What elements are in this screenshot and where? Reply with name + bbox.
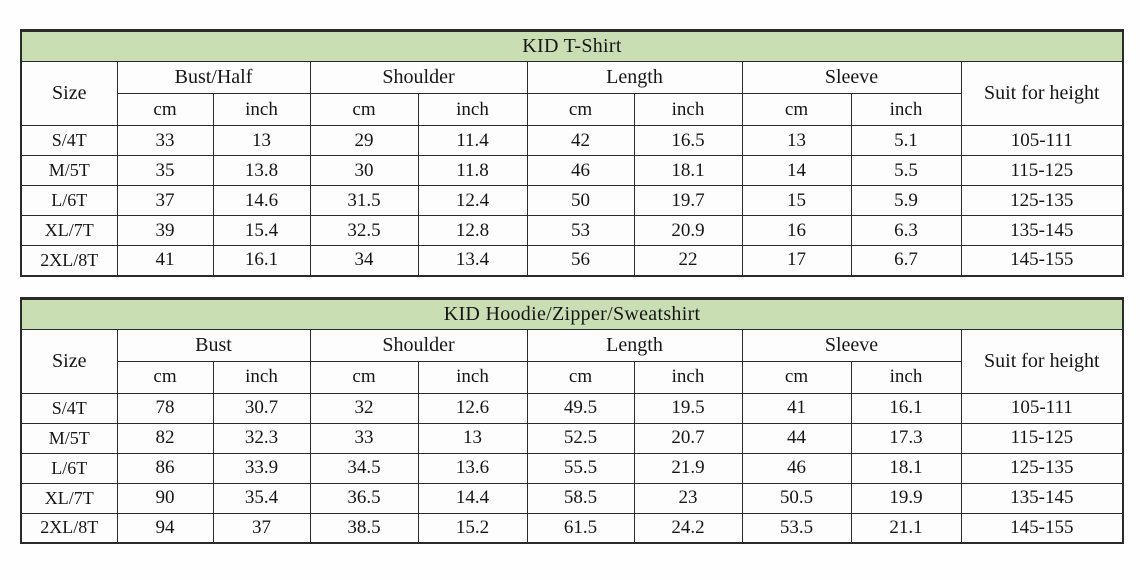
column-group-length: Length [527, 329, 742, 361]
size-cell: 2XL/8T [21, 246, 117, 276]
measurement-cell: 82 [117, 423, 213, 453]
column-group-length: Length [527, 62, 742, 94]
measurement-cell: 15 [742, 186, 851, 216]
column-group-bust: Bust/Half [117, 62, 310, 94]
measurement-cell: 55.5 [527, 453, 634, 483]
tshirt-table-body [21, 126, 1123, 276]
size-cell: S/4T [21, 393, 117, 423]
unit-header-inch: inch [418, 361, 527, 393]
table-row [21, 246, 1123, 276]
measurement-cell: 34 [310, 246, 418, 276]
column-group-shoulder: Shoulder [310, 329, 527, 361]
table-row [21, 156, 1123, 186]
measurement-cell: 42 [527, 126, 634, 156]
measurement-cell: 6.3 [851, 216, 961, 246]
measurement-cell: 21.9 [634, 453, 742, 483]
column-group-row [21, 62, 1123, 94]
table-row [21, 216, 1123, 246]
measurement-cell: 13.4 [418, 246, 527, 276]
measurement-cell: 20.9 [634, 216, 742, 246]
measurement-cell: 5.5 [851, 156, 961, 186]
size-cell: S/4T [21, 126, 117, 156]
size-cell: L/6T [21, 186, 117, 216]
measurement-cell: 56 [527, 246, 634, 276]
measurement-cell: 50 [527, 186, 634, 216]
column-header-size: Size [21, 62, 117, 126]
table-row [21, 423, 1123, 453]
measurement-cell: 37 [117, 186, 213, 216]
measurement-cell: 94 [117, 513, 213, 543]
measurement-cell: 29 [310, 126, 418, 156]
measurement-cell: 13.6 [418, 453, 527, 483]
unit-header-inch: inch [634, 94, 742, 126]
measurement-cell: 18.1 [851, 453, 961, 483]
measurement-cell: 46 [527, 156, 634, 186]
unit-header-inch: inch [213, 94, 310, 126]
column-header-size: Size [21, 329, 117, 393]
unit-header-cm: cm [117, 361, 213, 393]
unit-header-inch: inch [418, 94, 527, 126]
measurement-cell: 30.7 [213, 393, 310, 423]
measurement-cell: 39 [117, 216, 213, 246]
measurement-cell: 53.5 [742, 513, 851, 543]
measurement-cell: 19.5 [634, 393, 742, 423]
measurement-cell: 14.4 [418, 483, 527, 513]
measurement-cell: 17.3 [851, 423, 961, 453]
suit-height-cell: 145-155 [961, 513, 1123, 543]
measurement-cell: 11.8 [418, 156, 527, 186]
measurement-cell: 16 [742, 216, 851, 246]
measurement-cell: 12.8 [418, 216, 527, 246]
measurement-cell: 19.7 [634, 186, 742, 216]
table-row [21, 126, 1123, 156]
size-cell: M/5T [21, 423, 117, 453]
column-group-sleeve: Sleeve [742, 62, 961, 94]
measurement-cell: 32.5 [310, 216, 418, 246]
column-group-row [21, 329, 1123, 361]
measurement-cell: 37 [213, 513, 310, 543]
unit-header-cm: cm [527, 361, 634, 393]
suit-height-cell: 125-135 [961, 453, 1123, 483]
suit-height-cell: 145-155 [961, 246, 1123, 276]
measurement-cell: 30 [310, 156, 418, 186]
measurement-cell: 13 [213, 126, 310, 156]
measurement-cell: 16.1 [851, 393, 961, 423]
table-title-row [21, 31, 1123, 62]
measurement-cell: 38.5 [310, 513, 418, 543]
table-title: KID T-Shirt [21, 31, 1123, 62]
size-cell: XL/7T [21, 483, 117, 513]
measurement-cell: 46 [742, 453, 851, 483]
suit-height-cell: 115-125 [961, 423, 1123, 453]
measurement-cell: 33 [310, 423, 418, 453]
measurement-cell: 14 [742, 156, 851, 186]
unit-header-cm: cm [527, 94, 634, 126]
measurement-cell: 21.1 [851, 513, 961, 543]
measurement-cell: 35.4 [213, 483, 310, 513]
table-row [21, 483, 1123, 513]
column-header-suit-for-height: Suit for height [961, 62, 1123, 126]
measurement-cell: 36.5 [310, 483, 418, 513]
measurement-cell: 14.6 [213, 186, 310, 216]
unit-header-cm: cm [310, 94, 418, 126]
unit-header-inch: inch [634, 361, 742, 393]
suit-height-cell: 115-125 [961, 156, 1123, 186]
measurement-cell: 32.3 [213, 423, 310, 453]
measurement-cell: 11.4 [418, 126, 527, 156]
unit-header-inch: inch [851, 94, 961, 126]
measurement-cell: 90 [117, 483, 213, 513]
table-row [21, 453, 1123, 483]
size-cell: XL/7T [21, 216, 117, 246]
measurement-cell: 23 [634, 483, 742, 513]
measurement-cell: 33 [117, 126, 213, 156]
measurement-cell: 86 [117, 453, 213, 483]
measurement-cell: 32 [310, 393, 418, 423]
kid-tshirt-size-table [20, 29, 1124, 277]
unit-header-row [21, 361, 1123, 393]
measurement-cell: 12.6 [418, 393, 527, 423]
measurement-cell: 41 [742, 393, 851, 423]
measurement-cell: 18.1 [634, 156, 742, 186]
suit-height-cell: 125-135 [961, 186, 1123, 216]
measurement-cell: 41 [117, 246, 213, 276]
measurement-cell: 12.4 [418, 186, 527, 216]
unit-header-cm: cm [310, 361, 418, 393]
suit-height-cell: 105-111 [961, 126, 1123, 156]
table-row [21, 393, 1123, 423]
column-header-suit-for-height: Suit for height [961, 329, 1123, 393]
column-group-sleeve: Sleeve [742, 329, 961, 361]
suit-height-cell: 105-111 [961, 393, 1123, 423]
table-row [21, 513, 1123, 543]
suit-height-cell: 135-145 [961, 483, 1123, 513]
measurement-cell: 5.9 [851, 186, 961, 216]
column-group-shoulder: Shoulder [310, 62, 527, 94]
size-cell: M/5T [21, 156, 117, 186]
table-title: KID Hoodie/Zipper/Sweatshirt [21, 298, 1123, 329]
measurement-cell: 50.5 [742, 483, 851, 513]
suit-height-cell: 135-145 [961, 216, 1123, 246]
measurement-cell: 16.5 [634, 126, 742, 156]
unit-header-inch: inch [851, 361, 961, 393]
measurement-cell: 13.8 [213, 156, 310, 186]
measurement-cell: 49.5 [527, 393, 634, 423]
measurement-cell: 44 [742, 423, 851, 453]
measurement-cell: 20.7 [634, 423, 742, 453]
measurement-cell: 33.9 [213, 453, 310, 483]
measurement-cell: 53 [527, 216, 634, 246]
measurement-cell: 58.5 [527, 483, 634, 513]
unit-header-row [21, 94, 1123, 126]
measurement-cell: 15.4 [213, 216, 310, 246]
measurement-cell: 13 [418, 423, 527, 453]
size-cell: L/6T [21, 453, 117, 483]
measurement-cell: 35 [117, 156, 213, 186]
measurement-cell: 19.9 [851, 483, 961, 513]
measurement-cell: 34.5 [310, 453, 418, 483]
measurement-cell: 52.5 [527, 423, 634, 453]
table-row [21, 186, 1123, 216]
kid-hoodie-size-table [20, 297, 1124, 545]
measurement-cell: 16.1 [213, 246, 310, 276]
unit-header-cm: cm [742, 94, 851, 126]
size-cell: 2XL/8T [21, 513, 117, 543]
measurement-cell: 78 [117, 393, 213, 423]
measurement-cell: 15.2 [418, 513, 527, 543]
measurement-cell: 17 [742, 246, 851, 276]
measurement-cell: 13 [742, 126, 851, 156]
table-title-row [21, 298, 1123, 329]
measurement-cell: 31.5 [310, 186, 418, 216]
unit-header-cm: cm [117, 94, 213, 126]
measurement-cell: 24.2 [634, 513, 742, 543]
unit-header-inch: inch [213, 361, 310, 393]
measurement-cell: 61.5 [527, 513, 634, 543]
unit-header-cm: cm [742, 361, 851, 393]
measurement-cell: 22 [634, 246, 742, 276]
column-group-bust: Bust [117, 329, 310, 361]
measurement-cell: 6.7 [851, 246, 961, 276]
hoodie-table-body [21, 393, 1123, 543]
measurement-cell: 5.1 [851, 126, 961, 156]
